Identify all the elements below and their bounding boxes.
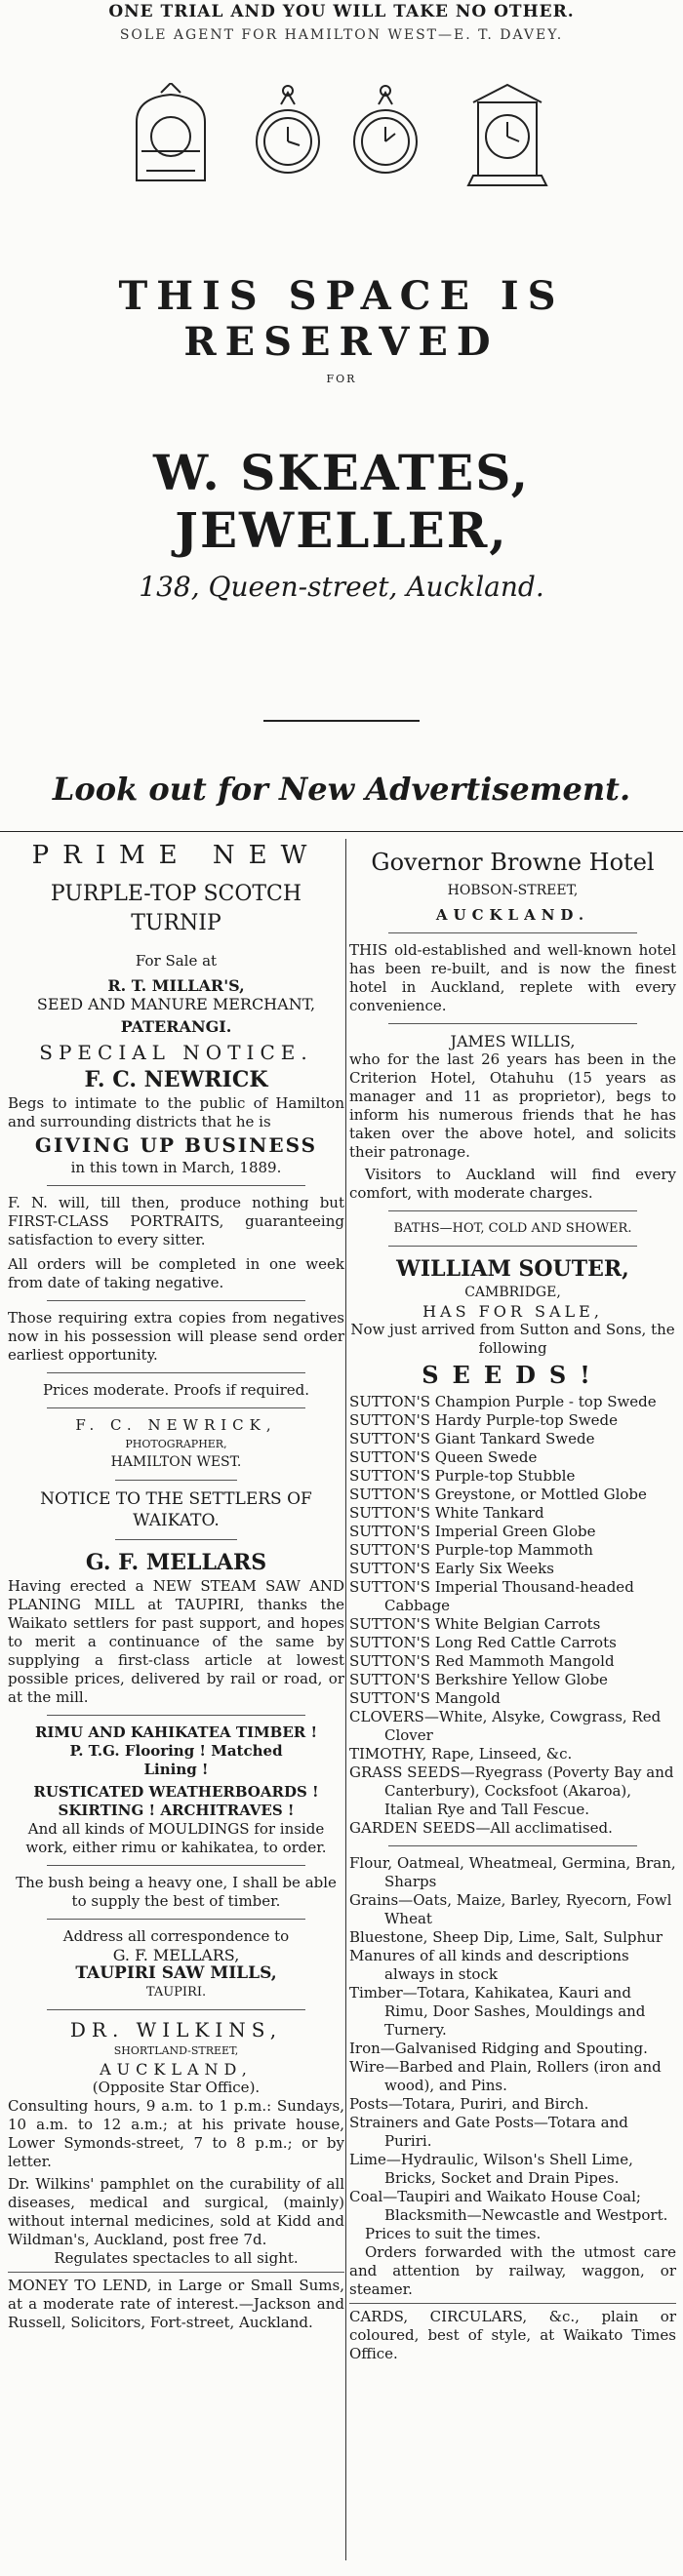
flooring: P. T.G. Flooring ! Matched Lining !: [69, 1742, 283, 1778]
seed-list-item: SUTTON'S Purple-top Mammoth: [349, 1541, 593, 1559]
seed-list-item: SUTTON'S Mangold: [349, 1689, 501, 1707]
wilkins-name: DR. WILKINS,: [69, 2018, 283, 2041]
millar-trade: SEED AND MANURE MERCHANT,: [36, 995, 316, 1013]
reserved-heading: THIS SPACE IS RESERVED: [118, 273, 565, 365]
address-to: Address all correspondence to: [62, 1927, 290, 1945]
seed-list-item: SUTTON'S Champion Purple - top Swede: [349, 1393, 657, 1410]
goods-list-item: Manures of all kinds and descriptions always in stock: [349, 1947, 629, 1983]
seed-list-item: SUTTON'S Hardy Purple-top Swede: [349, 1411, 619, 1429]
seed-list-item: SUTTON'S Berkshire Yellow Globe: [349, 1671, 608, 1688]
left-column: [8, 839, 344, 2332]
special-notice: SPECIAL NOTICE.: [39, 1041, 313, 1064]
grass-seeds: GRASS SEEDS—Ryegrass (Poverty Bay and Canterbury), Cocksfoot (Akaroa), Italian Rye and Tall Fescue.: [349, 1764, 674, 1818]
has-for-sale: HAS FOR SALE,: [422, 1302, 603, 1321]
willis-name: JAMES WILLIS,: [450, 1032, 576, 1050]
clovers: CLOVERS—White, Alsyke, Cowgrass, Red Clover: [349, 1708, 662, 1744]
wilkins-opposite: (Opposite Star Office).: [92, 2079, 261, 2096]
sole-agent: SOLE AGENT FOR HAMILTON WEST—E. T. DAVEY.: [119, 27, 564, 43]
timothy: TIMOTHY, Rape, Linseed, &c.: [349, 1745, 573, 1763]
seed-list-item: SUTTON'S White Tankard: [349, 1504, 544, 1522]
orders-note: Orders forwarded with the utmost care and attention by railway, waggon, or steamer.: [349, 2243, 676, 2298]
goods-list-item: Strainers and Gate Posts—Totara and Puriri.: [349, 2114, 628, 2150]
seed-list-item: SUTTON'S Early Six Weeks: [349, 1560, 554, 1577]
hotel-description: THIS old-established and well-known hotel has been re-built, and is now the finest hotel in Auckland, replete with every convenience.: [349, 941, 676, 1014]
goods-list-item: Wire—Barbed and Plain, Rollers (iron and wood), and Pins.: [349, 2058, 662, 2094]
seed-list-item: SUTTON'S Purple-top Stubble: [349, 1467, 576, 1485]
goods-list-item: Lime—Hydraulic, Wilson's Shell Lime, Bricks, Socket and Drain Pipes.: [349, 2151, 633, 2187]
prices-note: Prices to suit the times.: [365, 2225, 542, 2242]
newrick-date: in this town in March, 1889.: [70, 1159, 282, 1176]
hotel-name: Governor Browne Hotel: [371, 849, 655, 876]
jeweller-address: 138, Queen-street, Auckland.: [139, 571, 544, 603]
for-label: FOR: [326, 373, 357, 385]
newrick-signature: F. C. NEWRICK,: [75, 1416, 277, 1434]
watch-icon: [257, 86, 319, 173]
newrick-prices: Prices moderate. Proofs if required.: [42, 1381, 310, 1399]
goods-list: [349, 1854, 676, 2225]
seed-list-item: SUTTON'S Imperial Green Globe: [349, 1523, 596, 1540]
newrick-name: F. C. NEWRICK: [84, 1067, 268, 1092]
mellars-name: G. F. MELLARS: [85, 1550, 267, 1575]
wilkins-city: AUCKLAND,: [100, 2060, 253, 2079]
watch-icon: [354, 86, 417, 173]
mellars-intro: Having erected a NEW STEAM SAW AND PLANING MILL at TAUPIRI, thanks the Waikato settlers for past support, and hopes to merit a continuance of the same by supplying a first-class article at lowest possible prices, delivered by rail or road, or at the mill.: [8, 1577, 344, 1706]
seed-list-item: SUTTON'S Long Red Cattle Carrots: [349, 1634, 617, 1651]
goods-list-item: Timber—Totara, Kahikatea, Kauri and Rimu, Door Sashes, Mouldings and Turnery.: [349, 1984, 646, 2039]
rusticated: RUSTICATED WEATHERBOARDS ! SKIRTING ! ARCHITRAVES !: [33, 1783, 319, 1819]
wilkins-pamphlet: Dr. Wilkins' pamphlet on the curability of all diseases, medical and surgical, (mainly) without internal medicines, sold at Kidd and Wildman's, Auckland, post free 7d.: [8, 2175, 344, 2248]
willis-visitors: Visitors to Auckland will find every comfort, with moderate charges.: [349, 1166, 676, 1202]
wilkins-spectacles: Regulates spectacles to all sight.: [54, 2249, 299, 2267]
goods-list-item: Flour, Oatmeal, Wheatmeal, Germina, Bran, Sharps: [349, 1854, 676, 1890]
hotel-street: HOBSON-STREET,: [447, 883, 579, 898]
giving-up: GIVING UP BUSINESS: [34, 1133, 318, 1157]
rimu-heading: RIMU AND KAHIKATEA TIMBER !: [34, 1724, 318, 1741]
goods-list-item: Coal—Taupiri and Waikato House Coal; Blacksmith—Newcastle and Westport.: [349, 2188, 668, 2224]
notice-heading: NOTICE TO THE SETTLERS OF WAIKATO.: [40, 1489, 312, 1530]
cards-notice: CARDS, CIRCULARS, &c., plain or coloured, best of style, at Waikato Times Office.: [349, 2308, 676, 2362]
willis-history: who for the last 26 years has been in the Criterion Hotel, Otahuhu (15 years as manager and 11 as proprietor), begs to inform his numerous friends that he has taken over the above hotel, and solicits their patronage.: [349, 1050, 676, 1161]
wilkins-hours: Consulting hours, 9 a.m. to 1 p.m.: Sundays, 10 a.m. to 12 a.m.; at his private house, Lower Symonds-street, 7 to 8 p.m.; or by letter.: [8, 2097, 344, 2170]
mellars-signature: G. F. MELLARS,: [112, 1946, 240, 1964]
turnip-heading: PURPLE-TOP SCOTCH TURNIP: [50, 882, 302, 935]
goods-list-item: Iron—Galvanised Ridging and Spouting.: [349, 2040, 648, 2057]
lookout-heading: Look out for New Advertisement.: [52, 771, 631, 808]
goods-list-item: Bluestone, Sheep Dip, Lime, Salt, Sulphur: [349, 1928, 663, 1946]
taupiri: TAUPIRI.: [145, 1985, 207, 2000]
millar-name: R. T. MILLAR'S,: [107, 976, 245, 995]
slogan: ONE TRIAL AND YOU WILL TAKE NO OTHER.: [108, 2, 575, 21]
newrick-intro: Begs to intimate to the public of Hamilton and surrounding districts that he is: [8, 1094, 344, 1130]
hotel-city: AUCKLAND.: [435, 906, 590, 924]
newrick-town: HAMILTON WEST.: [110, 1454, 242, 1470]
arrived: Now just arrived from Sutton and Sons, the following: [350, 1321, 675, 1357]
seed-list-item: SUTTON'S Imperial Thousand-headed Cabbage: [349, 1578, 634, 1614]
jeweller-name: W. SKEATES, JEWELLER,: [153, 444, 530, 559]
baths: BATHS—HOT, COLD AND SHOWER.: [393, 1221, 632, 1236]
mouldings: And all kinds of MOULDINGS for inside work, either rimu or kahikatea, to order.: [25, 1820, 327, 1856]
clocks-illustration: [127, 83, 556, 190]
divider: [263, 720, 420, 722]
prime-header: PRIME NEW: [31, 841, 321, 870]
newrick-portraits: F. N. will, till then, produce nothing but FIRST-CLASS PORTRAITS, guaranteeing satisfaction to every sitter.: [8, 1194, 344, 1248]
seed-list-item: SUTTON'S Queen Swede: [349, 1448, 538, 1466]
newrick-copies: Those requiring extra copies from negatives now in his possession will please send order earliest opportunity.: [8, 1309, 344, 1364]
clock-icon: [468, 85, 546, 185]
seeds-heading: SEEDS!: [422, 1361, 604, 1389]
top-advertisement: [0, 0, 683, 790]
souter-town: CAMBRIDGE,: [464, 1285, 561, 1300]
seed-list-item: SUTTON'S Red Mammoth Mangold: [349, 1652, 615, 1670]
column-rule: [345, 839, 346, 2560]
newrick-orders: All orders will be completed in one week from date of taking negative.: [8, 1255, 344, 1291]
seed-list-item: SUTTON'S White Belgian Carrots: [349, 1615, 601, 1633]
seed-list: [349, 1393, 676, 1708]
divider: [0, 831, 683, 832]
for-sale: For Sale at: [135, 952, 218, 970]
clock-icon: [137, 83, 205, 180]
seed-list-item: SUTTON'S Giant Tankard Swede: [349, 1430, 595, 1447]
newrick-title: PHOTOGRAPHER,: [125, 1438, 227, 1450]
wilkins-street: SHORTLAND-STREET,: [113, 2044, 239, 2057]
seed-list-item: SUTTON'S Greystone, or Mottled Globe: [349, 1486, 647, 1503]
souter-name: WILLIAM SOUTER,: [396, 1256, 629, 1282]
goods-list-item: Posts—Totara, Puriri, and Birch.: [349, 2095, 589, 2113]
mill-name: TAUPIRI SAW MILLS,: [75, 1963, 277, 1983]
right-column: [349, 839, 676, 2363]
paterangi: PATERANGI.: [120, 1017, 232, 1036]
money-to-lend: MONEY TO LEND, in Large or Small Sums, at a moderate rate of interest.—Jackson and Russell, Solicitors, Fort-street, Auckland.: [8, 2277, 344, 2331]
bush-note: The bush being a heavy one, I shall be able to supply the best of timber.: [16, 1874, 337, 1910]
garden-seeds: GARDEN SEEDS—All acclimatised.: [349, 1819, 613, 1837]
goods-list-item: Grains—Oats, Maize, Barley, Ryecorn, Fowl Wheat: [349, 1891, 672, 1927]
